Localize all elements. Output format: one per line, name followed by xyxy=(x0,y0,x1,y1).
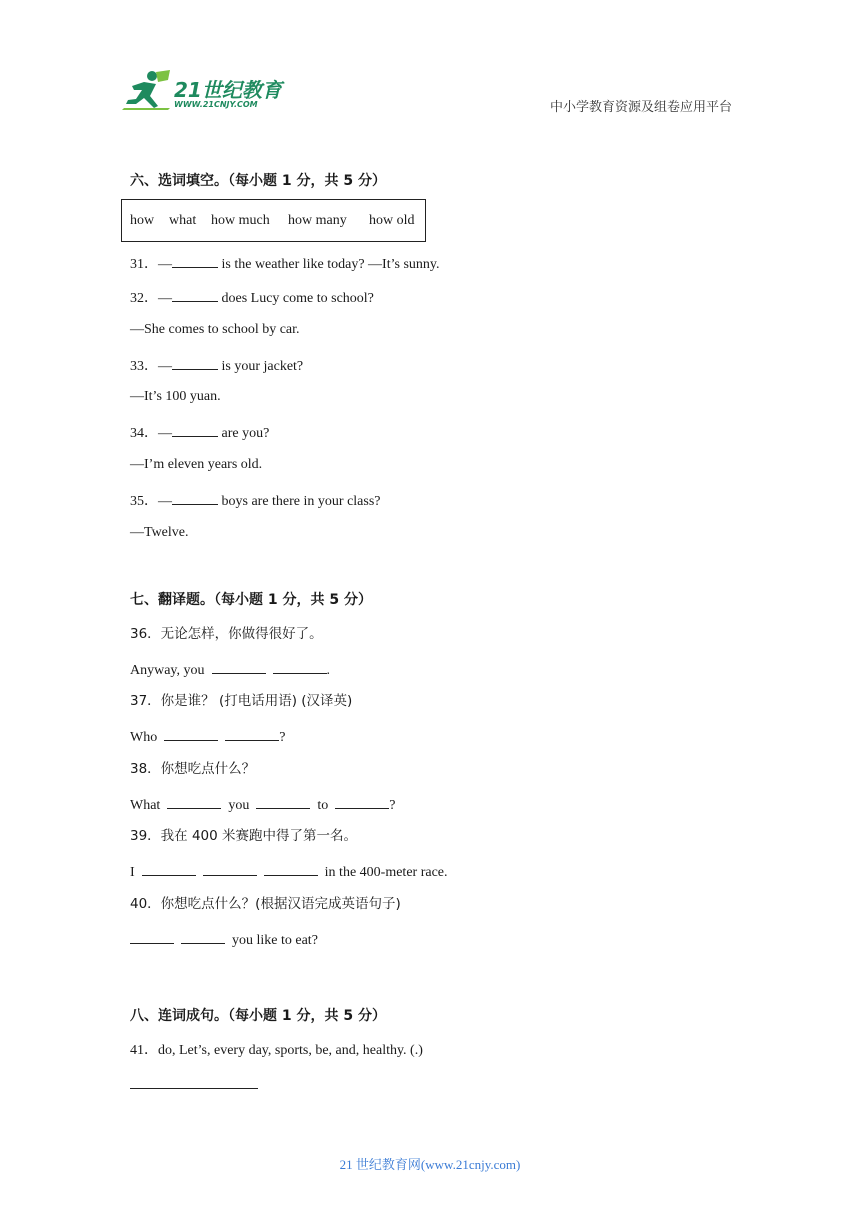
word-bank-box xyxy=(121,199,426,242)
word-bank-item: how xyxy=(130,213,155,228)
blank[interactable] xyxy=(172,287,218,302)
blank[interactable] xyxy=(203,861,257,876)
section8-heading: 八、连词成句。（每小题 1 分，共 5 分） xyxy=(130,1008,386,1024)
runner-logo-icon xyxy=(122,68,174,112)
question-33: 33．— is your jacket? xyxy=(130,355,303,376)
blank[interactable] xyxy=(212,659,266,674)
header-tagline: 中小学教育资源及组卷应用平台 xyxy=(549,100,732,115)
answer-34: —I’m eleven years old. xyxy=(130,457,263,472)
question-40-prompt: 40．你想吃点什么？(根据汉语完成英语句子) xyxy=(130,896,401,912)
logo-url: WWW.21CNJY.COM xyxy=(174,100,258,109)
blank[interactable] xyxy=(172,490,218,505)
blank[interactable] xyxy=(172,253,218,268)
blank[interactable] xyxy=(225,726,279,741)
question-35: 35．— boys are there in your class? xyxy=(130,490,381,511)
blank[interactable] xyxy=(164,726,218,741)
section7-heading: 七、翻译题。（每小题 1 分，共 5 分） xyxy=(130,592,372,608)
word-bank-item: how much xyxy=(211,213,270,228)
question-39-answer: I in the 400-meter race. xyxy=(130,861,448,882)
question-41-answer xyxy=(130,1074,258,1095)
question-39-prompt: 39．我在 400 米赛跑中得了第一名。 xyxy=(130,828,358,844)
question-31: 31．— is the weather like today? —It’s sunny. xyxy=(130,253,439,274)
blank[interactable] xyxy=(167,794,221,809)
question-36-answer: Anyway, you . xyxy=(130,659,330,680)
blank[interactable] xyxy=(130,929,174,944)
section6-heading: 六、选词填空。（每小题 1 分，共 5 分） xyxy=(130,173,386,189)
word-bank-item: how many xyxy=(288,213,347,228)
word-bank-item: how old xyxy=(369,213,415,228)
question-34: 34．— are you? xyxy=(130,422,269,443)
site-logo xyxy=(122,68,292,116)
word-bank-item: what xyxy=(169,213,197,228)
question-37-answer: Who ? xyxy=(130,726,285,747)
blank[interactable] xyxy=(142,861,196,876)
answer-35: —Twelve. xyxy=(130,525,189,540)
blank[interactable] xyxy=(172,355,218,370)
blank[interactable] xyxy=(172,422,218,437)
question-40-answer: you like to eat? xyxy=(130,929,318,950)
blank[interactable] xyxy=(264,861,318,876)
question-36-prompt: 36．无论怎样，你做得很好了。 xyxy=(130,626,323,642)
blank[interactable] xyxy=(181,929,225,944)
answer-32: —She comes to school by car. xyxy=(130,322,300,337)
blank[interactable] xyxy=(273,659,327,674)
footer-text: 21 世纪教育网(www.21cnjy.com) xyxy=(339,1157,521,1172)
question-37-prompt: 37．你是谁？ (打电话用语) (汉译英) xyxy=(130,693,353,709)
question-38-answer: What you to ? xyxy=(130,794,395,815)
question-38-prompt: 38．你想吃点什么？ xyxy=(130,761,256,777)
answer-line[interactable] xyxy=(130,1074,258,1089)
blank[interactable] xyxy=(256,794,310,809)
question-41-prompt: 41．do, Let’s, every day, sports, be, and, healthy. (.) xyxy=(130,1043,423,1058)
blank[interactable] xyxy=(335,794,389,809)
answer-33: —It’s 100 yuan. xyxy=(130,389,221,404)
question-32: 32．— does Lucy come to school? xyxy=(130,287,374,308)
logo-text: 21世纪教育 xyxy=(174,78,282,102)
